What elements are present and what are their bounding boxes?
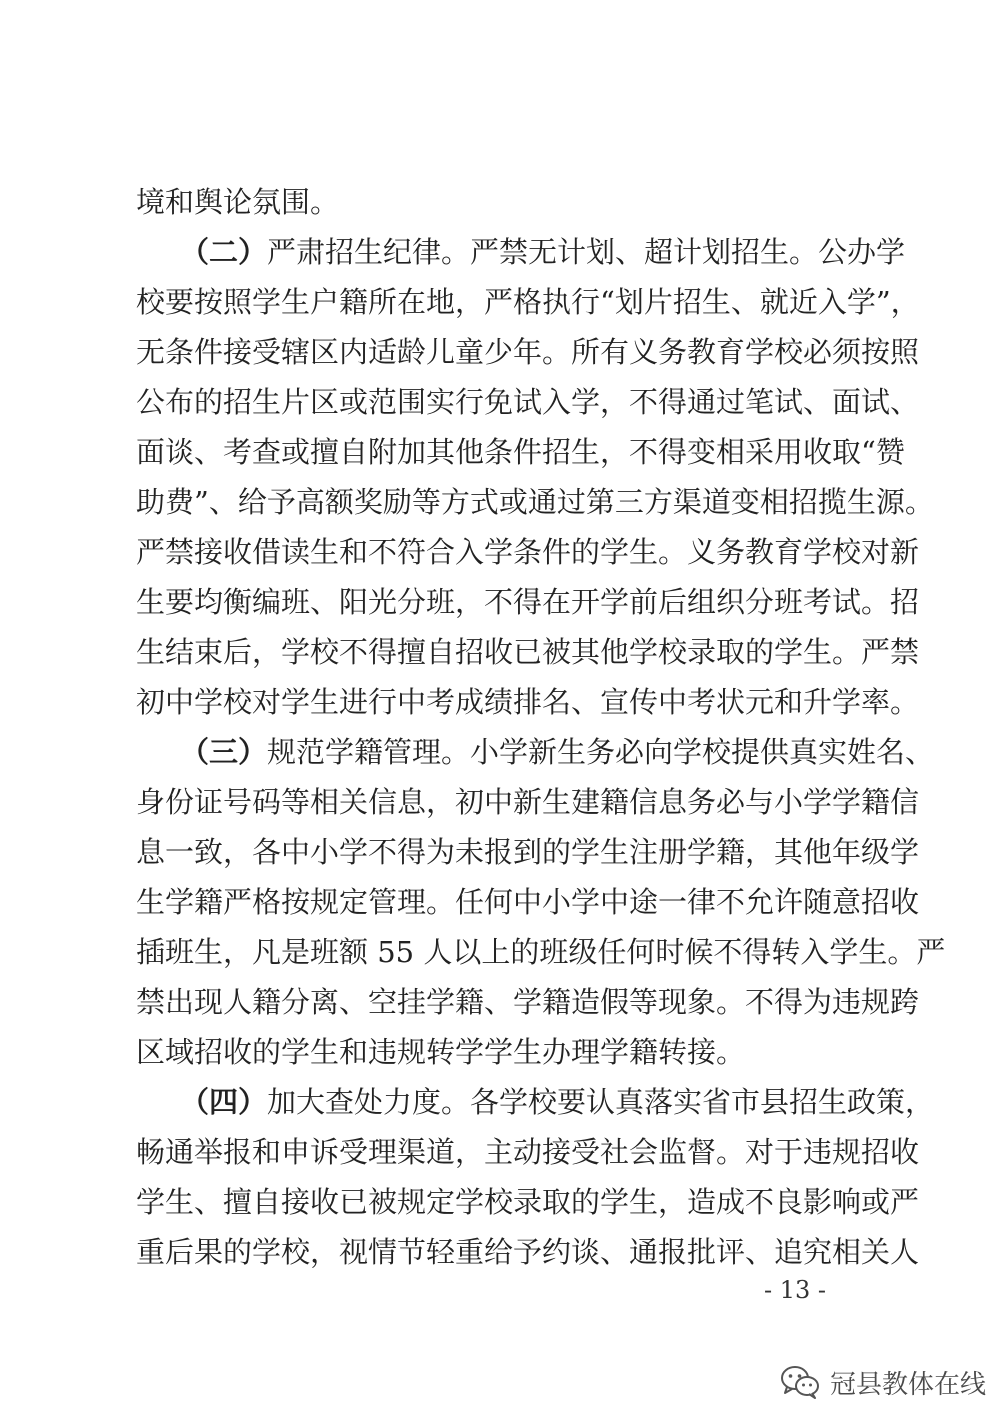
text-line: 校要按照学生户籍所在地，严格执行“划片招生、就近入学”，: [136, 285, 920, 319]
wechat-icon: [780, 1365, 820, 1399]
text-line: 禁出现人籍分离、空挂学籍、学籍造假等现象。不得为违规跨: [136, 985, 920, 1019]
text-line: 生结束后，学校不得擅自招收已被其他学校录取的学生。严禁: [136, 635, 920, 669]
page-number: - 13 -: [763, 1276, 826, 1304]
text-line: [180, 227, 906, 277]
text-line: 严禁接收借读生和不符合入学条件的学生。义务教育学校对新: [136, 535, 920, 569]
text-line: 助费”、给予高额奖励等方式或通过第三方渠道变相招揽生源。: [136, 485, 934, 519]
text-line: [180, 1077, 935, 1127]
text-line: 面谈、考查或擅自附加其他条件招生，不得变相采用收取“赞: [136, 435, 905, 469]
watermark-text: 冠县教体在线: [830, 1369, 987, 1400]
text-line: [180, 727, 935, 777]
text-line: 身份证号码等相关信息，初中新生建籍信息务必与小学学籍信: [136, 785, 920, 819]
text-line: 区域招收的学生和违规转学学生办理学籍转接。: [136, 1035, 746, 1069]
text-line: 重后果的学校，视情节轻重给予约谈、通报批评、追究相关人: [136, 1235, 920, 1269]
text-line: 生要均衡编班、阳光分班，不得在开学前后组织分班考试。招: [136, 585, 920, 619]
section-heading: （四）: [180, 1085, 268, 1119]
text-line-content: 加大查处力度。各学校要认真落实省市县招生政策，: [267, 1085, 935, 1119]
section-heading: （三）: [180, 735, 268, 769]
text-line: 息一致，各中小学不得为未报到的学生注册学籍，其他年级学: [136, 835, 920, 869]
text-line-content: 规范学籍管理。小学新生务必向学校提供真实姓名、: [267, 735, 935, 769]
text-line: 初中学校对学生进行中考成绩排名、宣传中考状元和升学率。: [136, 685, 920, 719]
text-line: 无条件接受辖区内适龄儿童少年。所有义务教育学校必须按照: [136, 335, 920, 369]
text-line: 插班生，凡是班额 55 人以上的班级任何时候不得转入学生。严: [136, 935, 946, 969]
watermark: [780, 1360, 986, 1404]
text-line: 公布的招生片区或范围实行免试入学，不得通过笔试、面试、: [136, 385, 920, 419]
section-heading: （二）: [180, 235, 268, 269]
text-line: 畅通举报和申诉受理渠道，主动接受社会监督。对于违规招收: [136, 1135, 920, 1169]
text-line: 学生、擅自接收已被规定学校录取的学生，造成不良影响或严: [136, 1185, 920, 1219]
text-line: 境和舆论氛围。: [136, 185, 340, 219]
text-line-content: 严肃招生纪律。严禁无计划、超计划招生。公办学: [267, 235, 906, 269]
text-line: 生学籍严格按规定管理。任何中小学中途一律不允许随意招收: [136, 885, 920, 919]
